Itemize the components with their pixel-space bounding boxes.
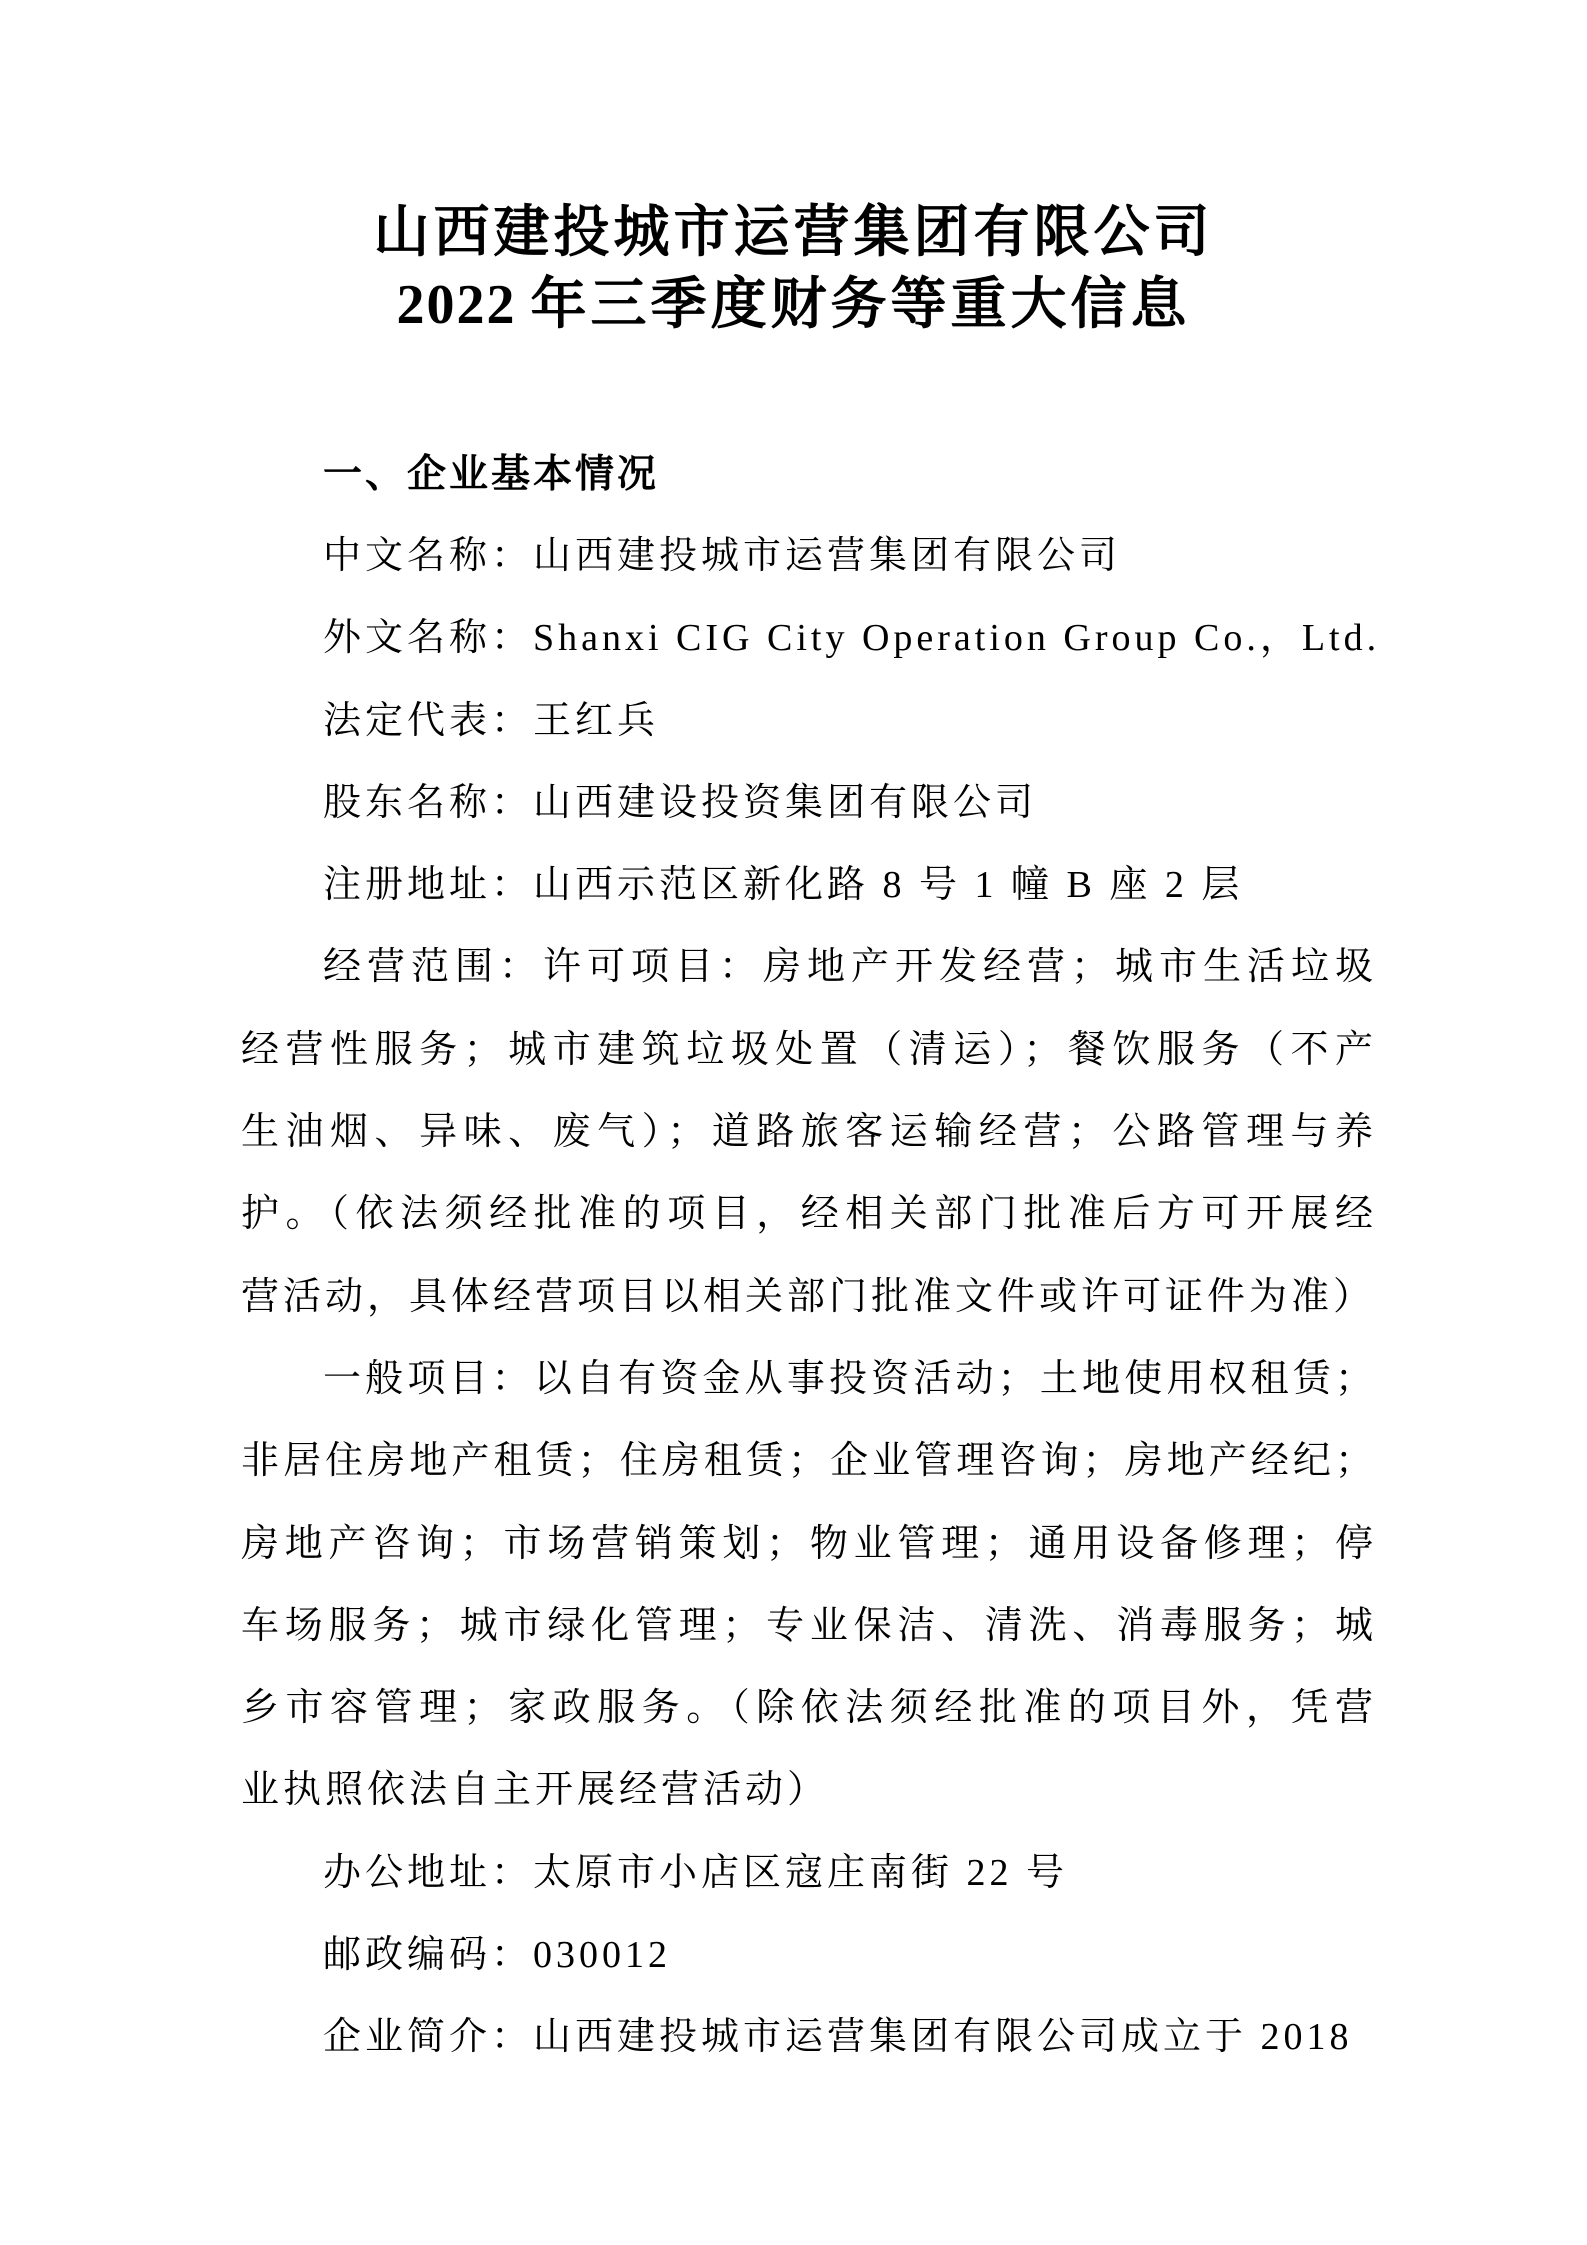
line-postal-code: 邮政编码：030012 (323, 1934, 672, 1977)
doc-title-line1: 山西建投城市运营集团有限公司 (373, 200, 1214, 263)
section-heading: 一、企业基本情况 (323, 453, 660, 496)
line-business-scope-2: 经营性服务；城市建筑垃圾处置（清运）；餐饮服务（不产 (241, 1028, 1377, 1071)
line-business-scope-3: 生油烟、异味、废气）；道路旅客运输经营；公路管理与养 (241, 1111, 1377, 1154)
line-english-name: 外文名称：Shanxi CIG City Operation Group Co.，Ltd. (323, 617, 1381, 660)
line-registered-address: 注册地址：山西示范区新化路 8 号 1 幢 B 座 2 层 (323, 864, 1244, 907)
line-general-items-2: 非居住房地产租赁；住房租赁；企业管理咨询；房地产经纪； (241, 1440, 1377, 1483)
line-company-intro: 企业简介：山西建投城市运营集团有限公司成立于 2018 (323, 2016, 1353, 2059)
line-shareholder-name: 股东名称：山西建设投资集团有限公司 (323, 781, 1038, 824)
line-business-scope-4: 护。（依法须经批准的项目，经相关部门批准后方可开展经 (241, 1193, 1377, 1236)
doc-title-year: 2022 (396, 274, 517, 336)
line-office-address: 办公地址：太原市小店区寇庄南街 22 号 (323, 1851, 1069, 1894)
line-general-items-5: 乡市容管理；家政服务。（除依法须经批准的项目外，凭营 (241, 1687, 1377, 1730)
line-general-items-1: 一般项目：以自有资金从事投资活动；土地使用权租赁； (323, 1357, 1377, 1400)
doc-title-line2 (0, 272, 1587, 337)
line-business-scope-5: 营活动，具体经营项目以相关部门批准文件或许可证件为准） (241, 1275, 1376, 1318)
doc-body (241, 515, 1381, 2079)
line-general-items-6: 业执照依法自主开展经营活动） (241, 1769, 830, 1812)
doc-title-line2-text: 年三季度财务等重大信息 (530, 272, 1191, 335)
line-legal-representative: 法定代表：王红兵 (323, 699, 660, 742)
line-business-scope-1: 经营范围：许可项目：房地产开发经营；城市生活垃圾 (323, 946, 1377, 989)
line-general-items-4: 车场服务；城市绿化管理；专业保洁、清洗、消毒服务；城 (241, 1604, 1377, 1647)
line-general-items-3: 房地产咨询；市场营销策划；物业管理；通用设备修理；停 (241, 1522, 1377, 1565)
line-chinese-name: 中文名称：山西建投城市运营集团有限公司 (323, 535, 1122, 577)
